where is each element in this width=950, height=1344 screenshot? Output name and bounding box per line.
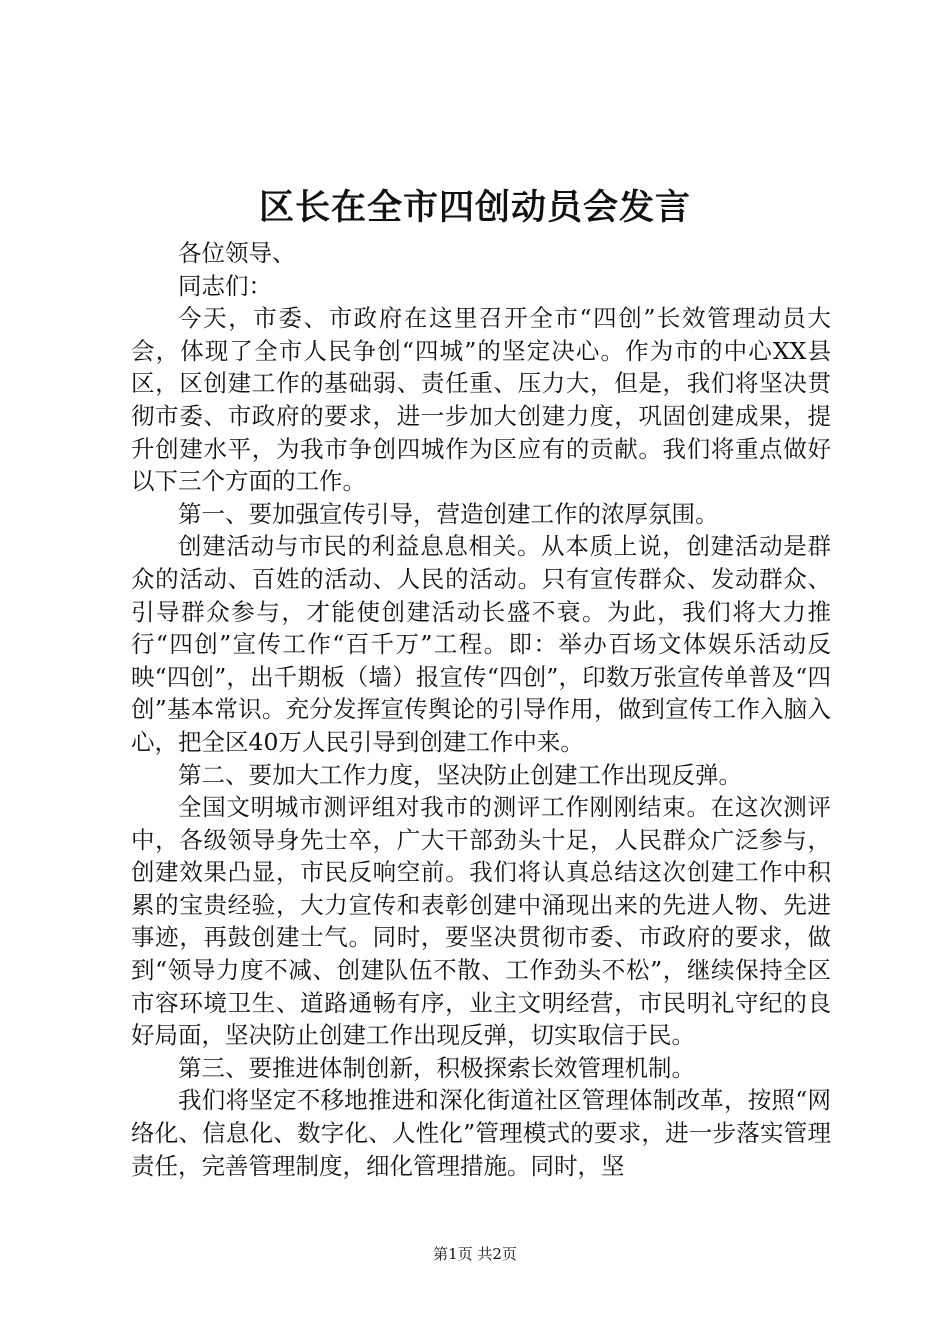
salutation-line-2: 同志们： bbox=[178, 271, 272, 300]
heading-third: 第三、要推进体制创新，积极探索长效管理机制。 bbox=[178, 1053, 695, 1082]
document-body bbox=[131, 237, 831, 1182]
heading-first: 第一、要加强宣传引导，营造创建工作的浓厚氛围。 bbox=[178, 499, 719, 528]
salutation-line-1: 各位领导、 bbox=[178, 239, 296, 267]
paragraph-first: 创建活动与市民的利益息息相关。从本质上说，创建活动是群众的活动、百姓的活动、人民的活动。只有宣传群众、发动群众、引导群众参与，才能使创建活动长盛不衰。为此，我们将大力推行“四创”宣传工作“百千万”工程。即：举办百场文体娱乐活动反映“四创”，出千期板（墙）报宣传“四创”，印数万张宣传单普及“四创”基本常识。充分发挥宣传舆论的引导作用，做到宣传工作入脑入心，把全区40万人民引导到创建工作中来。 bbox=[131, 532, 831, 756]
paragraph-third: 我们将坚定不移地推进和深化街道社区管理体制改革，按照“网络化、信息化、数字化、人性化”管理模式的要求，进一步落实管理责任，完善管理制度，细化管理措施。同时，坚 bbox=[131, 1086, 831, 1180]
page-footer: 第1页 共2页 bbox=[433, 1245, 517, 1263]
document-title: 区长在全市四创动员会发言 bbox=[258, 187, 691, 228]
heading-second: 第二、要加大工作力度，坚决防止创建工作出现反弹。 bbox=[178, 760, 742, 789]
paragraph-intro: 今天，市委、市政府在这里召开全市“四创”长效管理动员大会，体现了全市人民争创“四城”的坚定决心。作为市的中心XX县区，区创建工作的基础弱、责任重、压力大，但是，我们将坚决贯彻市委、市政府的要求，进一步加大创建力度，巩固创建成果，提升创建水平，为我市争创四城作为区应有的贡献。我们将重点做好以下三个方面的工作。 bbox=[131, 304, 831, 496]
paragraph-second: 全国文明城市测评组对我市的测评工作刚刚结束。在这次测评中，各级领导身先士卒，广大干部劲头十足，人民群众广泛参与，创建效果凸显，市民反响空前。我们将认真总结这次创建工作中积累的宝贵经验，大力宣传和表彰创建中涌现出来的先进人物、先进事迹，再鼓创建士气。同时，要坚决贯彻市委、市政府的要求，做到“领导力度不减、创建队伍不散、工作劲头不松”，继续保持全区市容环境卫生、道路通畅有序，业主文明经营，市民明礼守纪的良好局面，坚决防止创建工作出现反弹，切实取信于民。 bbox=[131, 793, 831, 1050]
